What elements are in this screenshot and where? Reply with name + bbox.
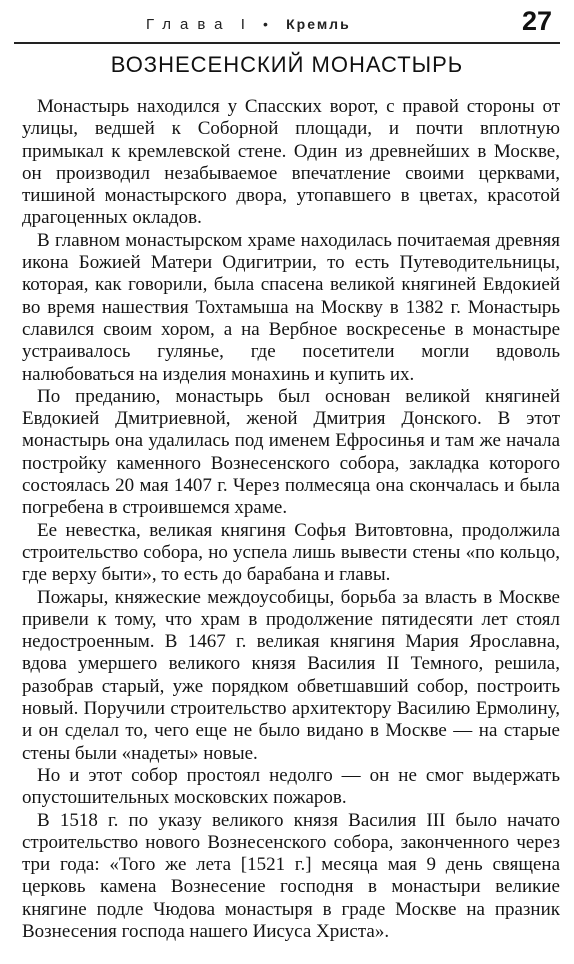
page-number: 27 xyxy=(521,6,552,36)
paragraph: Ее невестка, великая княгиня Софья Витовтовна, продолжила строительство собора, но успела лишь вывести стены «по кольцо, где верху быти», то есть до барабана и главы. xyxy=(22,519,560,586)
paragraph: Пожары, княжеские междоусобицы, борьба за власть в Москве привели к тому, что храм в продолжение пятидесяти лет стоял недостроенным. В 1467 г. великая княгиня Мария Ярославна, вдова умершего великого князя Василия II Темного, решила, разобрав старый, уже порядком обветшавший собор, построить новый. Поручили строительство архитектору Василию Ермолину, и он сделал то, чего еще не было видано в Москве — на старые стены были «надеты» новые. xyxy=(22,586,560,764)
chapter-number: I xyxy=(240,16,250,33)
body-text xyxy=(22,96,560,943)
paragraph: Монастырь находился у Спасских ворот, с правой стороны от улицы, ведшей к Соборной площади, и почти вплотную примыкал к кремлевской стене. Один из древнейших в Москве, он производил незабываемое впечатление своими церквами, тишиной монастырского двора, утопавшего в цветах, красотой драгоценных окладов. xyxy=(22,96,560,229)
paragraph: В 1518 г. по указу великого князя Василия III было начато строительство нового Вознесенского собора, законченного через три года: «Того же лета [1521 г.] месяца мая 9 день священа церковь камена Вознесение господня в монастыри великие княгине подле Чюдова монастыря в граде Москве на празник Вознесения господа нашего Иисуса Христа». xyxy=(22,809,560,942)
header-rule xyxy=(14,42,560,44)
section-word: Кремль xyxy=(286,16,351,32)
paragraph: По преданию, монастырь был основан великой княгиней Евдокией Дмитриевной, женой Дмитрия Донского. В этот монастырь она удалилась под именем Ефросинья и там же начала постройку каменного Вознесенского собора, закладка которого состоялась 20 мая 1407 г. Через полмесяца она скончалась и была погребена в строившемся храме. xyxy=(22,385,560,519)
chapter-word: Глава xyxy=(146,16,232,33)
running-head xyxy=(14,6,560,38)
running-title xyxy=(146,16,351,33)
section-heading: ВОЗНЕСЕНСКИЙ МОНАСТЫРЬ xyxy=(110,52,464,77)
header-separator: • xyxy=(263,16,273,32)
paragraph: В главном монастырском храме находилась почитаемая древняя икона Божией Матери Одигитрии, то есть Путеводительницы, которая, как говорили, была спасена великой княгиней Евдокией во время нашествия Тохтамыша на Москву в 1382 г. Монастырь славился своим хором, а на Вербное воскресенье в монастыре устраивалось гулянье, где посетители могли вдоволь налюбоваться на изделия монахинь и купить их. xyxy=(22,229,560,385)
paragraph: Но и этот собор простоял недолго — он не смог выдержать опустошительных московских пожаров. xyxy=(22,764,560,809)
